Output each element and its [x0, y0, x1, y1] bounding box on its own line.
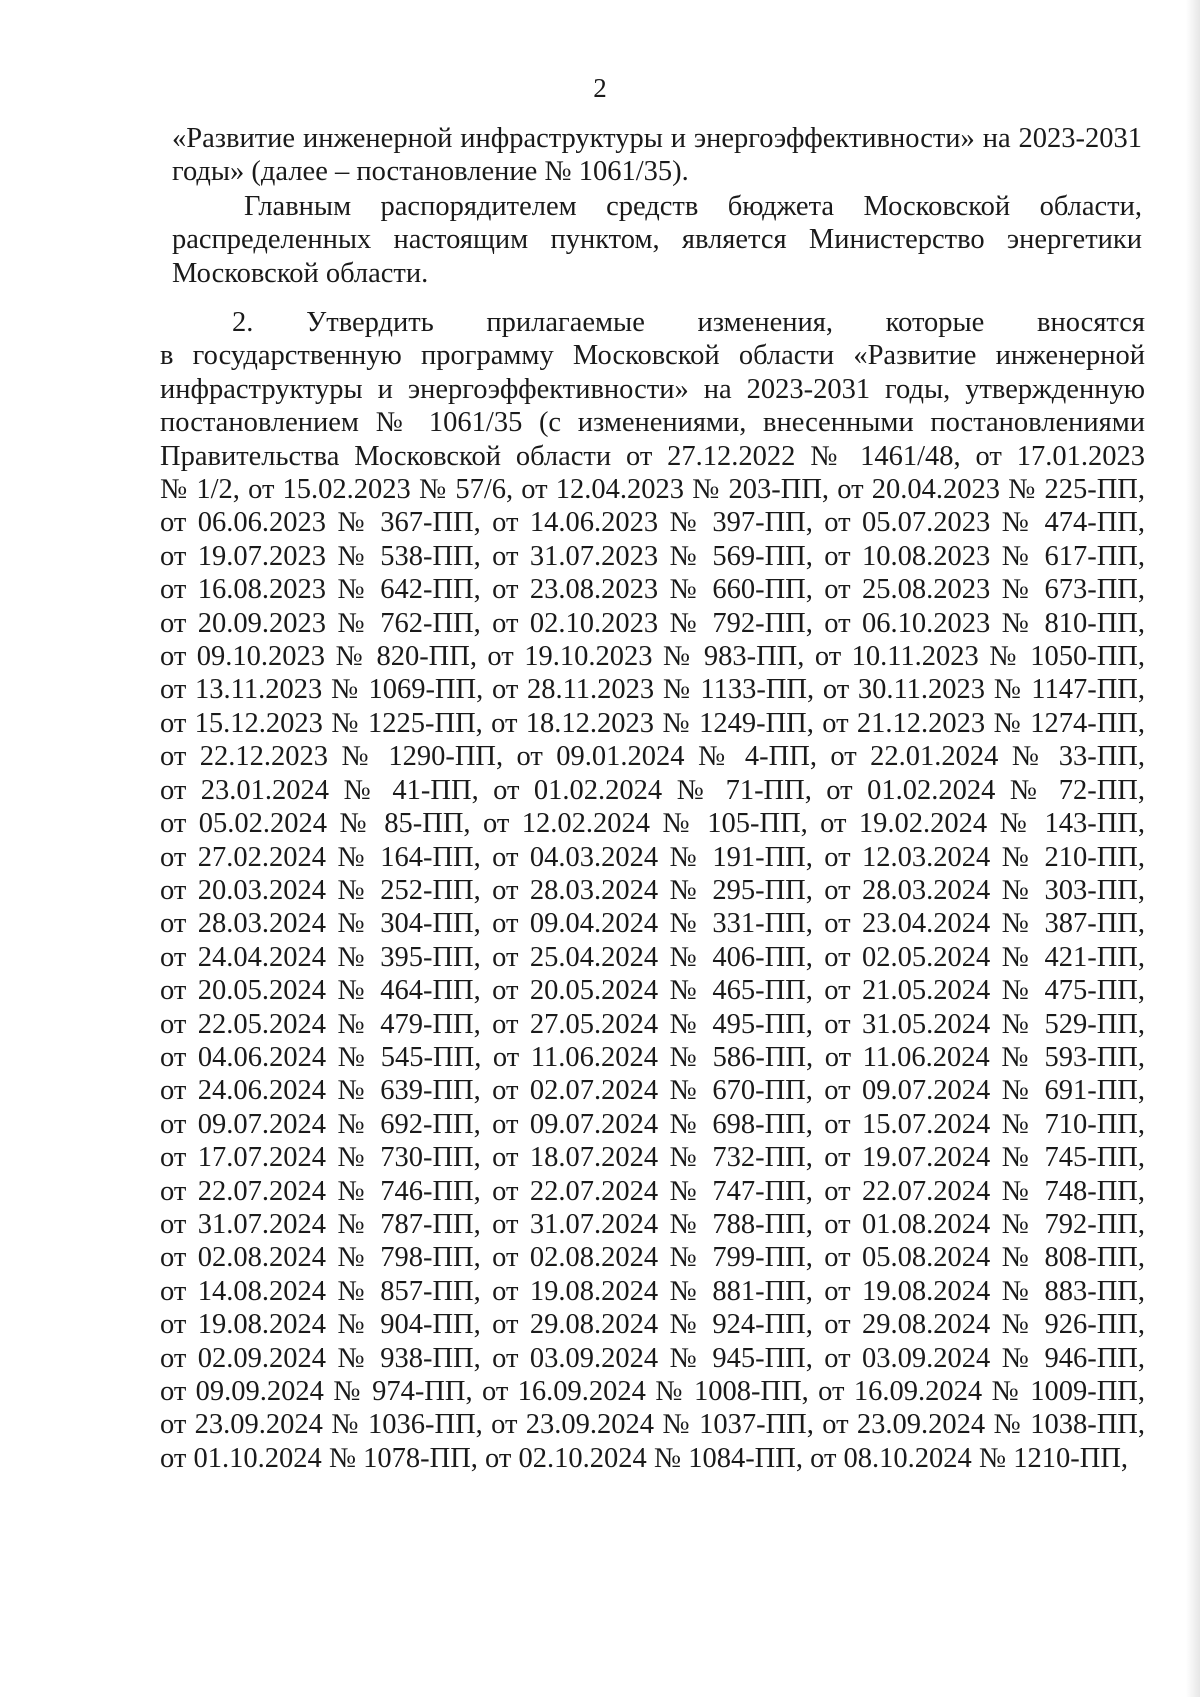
text-line: от 16.08.2023 № 642-ПП, от 23.08.2023 № 660-ПП, от 25.08.2023 № 673-ПП,: [160, 574, 1145, 606]
text-line: от 01.10.2024 № 1078-ПП, от 02.10.2024 № 1084-ПП, от 08.10.2024 № 1210-ПП,: [160, 1442, 1129, 1474]
text-line: № 1/2, от 15.02.2023 № 57/6, от 12.04.2023 № 203-ПП, от 20.04.2023 № 225-ПП,: [160, 474, 1145, 506]
text-line: от 09.07.2024 № 692-ПП, от 09.07.2024 № 698-ПП, от 15.07.2024 № 710-ПП,: [160, 1108, 1145, 1140]
text-line: от 27.02.2024 № 164-ПП, от 04.03.2024 № 191-ПП, от 12.03.2024 № 210-ПП,: [160, 841, 1145, 873]
scan-edge-shadow: [1186, 0, 1200, 1697]
text-line: от 31.07.2024 № 787-ПП, от 31.07.2024 № 788-ПП, от 01.08.2024 № 792-ПП,: [160, 1208, 1145, 1240]
page-number: 2: [593, 73, 607, 103]
text-line: 2. Утвердить прилагаемые изменения, которые вносятся: [232, 307, 1145, 338]
text-line: от 22.07.2024 № 746-ПП, от 22.07.2024 № 747-ПП, от 22.07.2024 № 748-ПП,: [160, 1175, 1145, 1207]
text-line: от 24.04.2024 № 395-ПП, от 25.04.2024 № 406-ПП, от 02.05.2024 № 421-ПП,: [160, 941, 1145, 973]
text-line: от 20.03.2024 № 252-ПП, от 28.03.2024 № 295-ПП, от 28.03.2024 № 303-ПП,: [160, 874, 1145, 906]
text-line: от 09.09.2024 № 974-ПП, от 16.09.2024 № 1008-ПП, от 16.09.2024 № 1009-ПП,: [160, 1376, 1145, 1407]
text-line: от 02.08.2024 № 798-ПП, от 02.08.2024 № 799-ПП, от 05.08.2024 № 808-ПП,: [160, 1242, 1145, 1274]
text-line: от 20.09.2023 № 762-ПП, от 02.10.2023 № 792-ПП, от 06.10.2023 № 810-ПП,: [160, 607, 1145, 639]
text-line: годы» (далее – постановление № 1061/35).: [172, 156, 689, 188]
text-line: от 24.06.2024 № 639-ПП, от 02.07.2024 № 670-ПП, от 09.07.2024 № 691-ПП,: [160, 1075, 1145, 1107]
text-line: от 22.12.2023 № 1290-ПП, от 09.01.2024 № 4-ПП, от 22.01.2024 № 33-ПП,: [160, 741, 1145, 773]
text-line: в государственную программу Московской области «Развитие инженерной: [160, 340, 1145, 372]
text-line: от 23.09.2024 № 1036-ПП, от 23.09.2024 № 1037-ПП, от 23.09.2024 № 1038-ПП,: [160, 1409, 1145, 1441]
text-line: от 19.08.2024 № 904-ПП, от 29.08.2024 № 924-ПП, от 29.08.2024 № 926-ПП,: [160, 1309, 1145, 1341]
text-line: от 19.07.2023 № 538-ПП, от 31.07.2023 № 569-ПП, от 10.08.2023 № 617-ПП,: [160, 540, 1145, 572]
text-line: от 28.03.2024 № 304-ПП, от 09.04.2024 № 331-ПП, от 23.04.2024 № 387-ПП,: [160, 908, 1145, 940]
paragraph-1: [172, 122, 1142, 189]
text-line: от 20.05.2024 № 464-ПП, от 20.05.2024 № 465-ПП, от 21.05.2024 № 475-ПП,: [160, 975, 1145, 1007]
text-line: Правительства Московской области от 27.12.2022 № 1461/48, от 17.01.2023: [160, 440, 1145, 472]
text-line: от 02.09.2024 № 938-ПП, от 03.09.2024 № 945-ПП, от 03.09.2024 № 946-ПП,: [160, 1342, 1145, 1374]
paragraph-2: [172, 190, 1142, 290]
text-line: от 04.06.2024 № 545-ПП, от 11.06.2024 № 586-ПП, от 11.06.2024 № 593-ПП,: [160, 1041, 1145, 1073]
text-line: постановлением № 1061/35 (с изменениями, внесенными постановлениями: [160, 407, 1145, 439]
text-line: от 23.01.2024 № 41-ПП, от 01.02.2024 № 71-ПП, от 01.02.2024 № 72-ПП,: [160, 774, 1145, 806]
text-line: от 06.06.2023 № 367-ПП, от 14.06.2023 № 397-ПП, от 05.07.2023 № 474-ПП,: [160, 507, 1145, 539]
text-line: распределенных настоящим пунктом, является Министерство энергетики: [172, 224, 1142, 256]
text-line: от 14.08.2024 № 857-ПП, от 19.08.2024 № 881-ПП, от 19.08.2024 № 883-ПП,: [160, 1275, 1145, 1307]
text-line: Московской области.: [172, 257, 429, 289]
text-line: Главным распорядителем средств бюджета Московской области,: [244, 191, 1142, 222]
text-line: от 15.12.2023 № 1225-ПП, от 18.12.2023 № 1249-ПП, от 21.12.2023 № 1274-ПП,: [160, 707, 1145, 739]
text-line: от 05.02.2024 № 85-ПП, от 12.02.2024 № 105-ПП, от 19.02.2024 № 143-ПП,: [160, 808, 1145, 840]
text-line: от 13.11.2023 № 1069-ПП, от 28.11.2023 № 1133-ПП, от 30.11.2023 № 1147-ПП,: [160, 674, 1145, 706]
text-line: от 09.10.2023 № 820-ПП, от 19.10.2023 № 983-ПП, от 10.11.2023 № 1050-ПП,: [160, 641, 1145, 673]
paragraph-3: [160, 306, 1145, 1475]
text-line: от 17.07.2024 № 730-ПП, от 18.07.2024 № 732-ПП, от 19.07.2024 № 745-ПП,: [160, 1142, 1145, 1174]
text-line: от 22.05.2024 № 479-ПП, от 27.05.2024 № 495-ПП, от 31.05.2024 № 529-ПП,: [160, 1008, 1145, 1040]
text-line: «Развитие инженерной инфраструктуры и энергоэффективности» на 2023-2031: [172, 123, 1142, 154]
text-line: инфраструктуры и энергоэффективности» на 2023-2031 годы, утвержденную: [160, 373, 1145, 405]
